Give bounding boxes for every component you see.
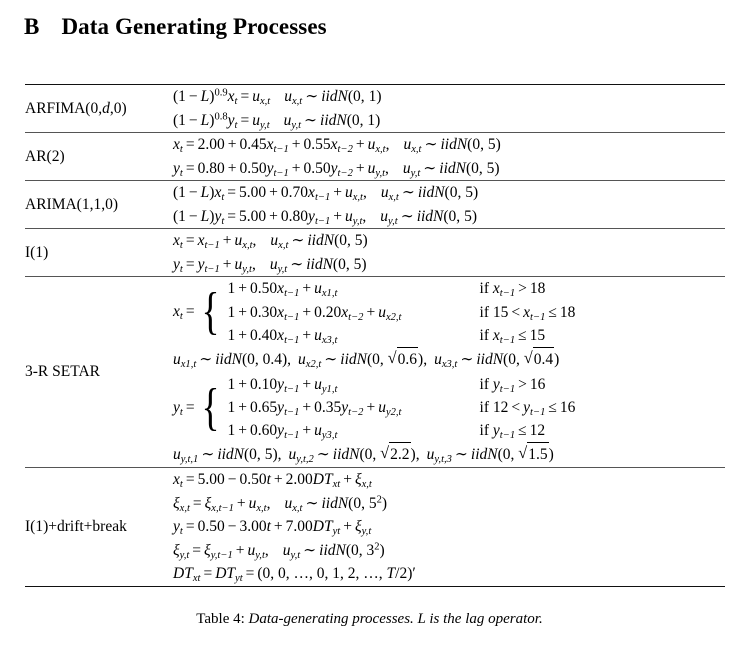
equation: $(1 - L)^{0.8}y_t = u_{y,t}$ $u_{y,t}$ ∼ iidN(0, 1) <box>173 111 381 131</box>
case-branch <box>228 324 576 347</box>
case-expression: $1 + 0.50x_{t-1} + u_{x1,t}$ <box>227 280 338 300</box>
dgp-table <box>25 84 725 587</box>
table-caption <box>0 611 739 628</box>
row-label-arfima <box>25 85 173 133</box>
case-expression: $1 + 0.10y_{t-1} + u_{y1,t}$ <box>227 375 338 395</box>
section-title: Data Generating Processes <box>61 14 327 39</box>
case-expression: $1 + 0.30x_{t-1} + 0.20x_{t-2} + u_{x2,t}$ <box>227 303 402 323</box>
row-body-arima <box>173 181 725 229</box>
row-body-ar2 <box>173 133 725 181</box>
caption-label: Table 4: <box>196 611 245 627</box>
table-row <box>25 277 725 468</box>
setar-x-cases: $x_t$ = { $1 + 0.50x_{t-1} + u_{x1,t}$ if $x_{t-1} > 18$ $1 + 0.30x_{t-1} + 0.20x_{t-2} + u_{x2,t}$ if $15 < x_{t-1} \le 18$ $1 + 0.40x_{t-1} + u_{x3,t}$ if $x_{t-1} \le 15$ <box>173 277 725 347</box>
case-branch <box>228 373 576 396</box>
table-bottom-rule <box>25 586 725 587</box>
equation: $(1 - L)^{0.9}x_t = u_{x,t}$ $u_{x,t}$ ∼ iidN(0, 1) <box>173 87 382 107</box>
equation: $x_t = x_{t-1} + u_{x,t}$, $u_{x,t}$ ∼ iidN(0, 5) <box>173 232 368 252</box>
table-row <box>25 85 725 133</box>
section-number: B <box>24 14 40 39</box>
row-label-i1: I(1) <box>25 243 49 261</box>
equation: $\xi_{x,t} = \xi_{x,t-1} + u_{x,t}$, $u_{x,t}$ ∼ iidN(0, $5^2$) <box>173 494 388 514</box>
case-branch <box>228 301 576 324</box>
case-expression: $1 + 0.40x_{t-1} + u_{x3,t}$ <box>227 326 338 346</box>
case-condition: if $y_{t-1} > 16$ <box>479 375 546 395</box>
case-branch <box>228 277 576 300</box>
row-body-arfima <box>173 85 725 133</box>
table-row <box>25 133 725 181</box>
row-body-i1 <box>173 229 725 277</box>
row-label-text: ARFIMA(0,d,0) <box>25 99 127 117</box>
table-row <box>25 181 725 229</box>
table-row <box>25 229 725 277</box>
row-body-setar <box>173 277 725 468</box>
equation: $y_t = y_{t-1} + u_{y,t}$, $u_{y,t}$ ∼ iidN(0, 5) <box>173 255 367 275</box>
equation: $x_t = 5.00 - 0.50t + 2.00DT_{xt} + \xi_{x,t}$ <box>173 470 372 490</box>
row-label-arima: ARIMA(1,1,0) <box>25 195 118 213</box>
caption-text: Data-generating processes. L is the lag operator. <box>248 611 543 627</box>
left-brace-icon: { <box>201 378 220 436</box>
equation: $x_t = 2.00 + 0.45x_{t-1} + 0.55x_{t-2} + u_{x,t}$, $u_{x,t}$ ∼ iidN(0, 5) <box>173 136 501 156</box>
case-condition: if $12 < y_{t-1} \le 16$ <box>479 398 576 418</box>
case-branch <box>228 419 576 442</box>
setar-x-distributions: $u_{x1,t}$ ∼ iidN(0, 0.4), $u_{x2,t}$ ∼ iidN(0, √ 0.6), $u_{x3,t}$ ∼ iidN(0, √ 0.4) <box>173 347 725 372</box>
row-label-i1-drift-break: I(1)+drift+break <box>25 517 127 535</box>
equation: $DT_{xt} = DT_{yt} = (0$, 0, …, 0, 1, 2, …, T/2)′ <box>173 565 416 585</box>
page-title <box>24 14 327 40</box>
case-branch <box>228 396 576 419</box>
case-expression: $1 + 0.65y_{t-1} + 0.35y_{t-2} + u_{y2,t}$ <box>227 398 402 418</box>
left-brace-icon: { <box>201 283 220 341</box>
case-condition: if $y_{t-1} \le 12$ <box>479 422 546 442</box>
case-expression: $1 + 0.60y_{t-1} + u_{y3,t}$ <box>227 422 338 442</box>
equation: $(1 - L)x_t = 5.00 + 0.70x_{t-1} + u_{x,t}$, $u_{x,t}$ ∼ iidN(0, 5) <box>173 184 479 204</box>
row-body-i1-drift-break <box>173 467 725 586</box>
equation: $y_t = 0.80 + 0.50y_{t-1} + 0.50y_{t-2} + u_{y,t}$, $u_{y,t}$ ∼ iidN(0, 5) <box>173 159 500 179</box>
row-label-setar: 3-R SETAR <box>25 363 100 381</box>
row-label-ar2: AR(2) <box>25 147 65 165</box>
equation: $y_t = 0.50 - 3.00t + 7.00DT_{yt} + \xi_{y,t}$ <box>173 518 372 537</box>
setar-y-cases: $y_t$ = { $1 + 0.10y_{t-1} + u_{y1,t}$ if $y_{t-1} > 16$ $1 + 0.65y_{t-1} + 0.35y_{t-2} + u_{y2,t}$ if $12 < y_{t-1} \le 16$ $1 + 0.60y_{t-1} + u_{y3,t}$ if $y_{t-1} \le 12$ <box>173 373 725 443</box>
equation: $\xi_{y,t} = \xi_{y,t-1} + u_{y,t}$, $u_{y,t}$ ∼ iidN(0, $3^2$) <box>173 541 385 561</box>
setar-y-distributions: $u_{y,t,1}$ ∼ iidN(0, 5), $u_{y,t,2}$ ∼ iidN(0, √ 2.2), $u_{y,t,3}$ ∼ iidN(0, √ 1.5) <box>173 442 725 467</box>
case-condition: if $x_{t-1} > 18$ <box>479 280 546 300</box>
case-condition: if $15 < x_{t-1} \le 18$ <box>479 303 576 323</box>
equation: $(1 - L)y_t = 5.00 + 0.80y_{t-1} + u_{y,t}$, $u_{y,t}$ ∼ iidN(0, 5) <box>173 207 477 227</box>
case-condition: if $x_{t-1} \le 15$ <box>479 326 546 346</box>
table-row <box>25 467 725 586</box>
